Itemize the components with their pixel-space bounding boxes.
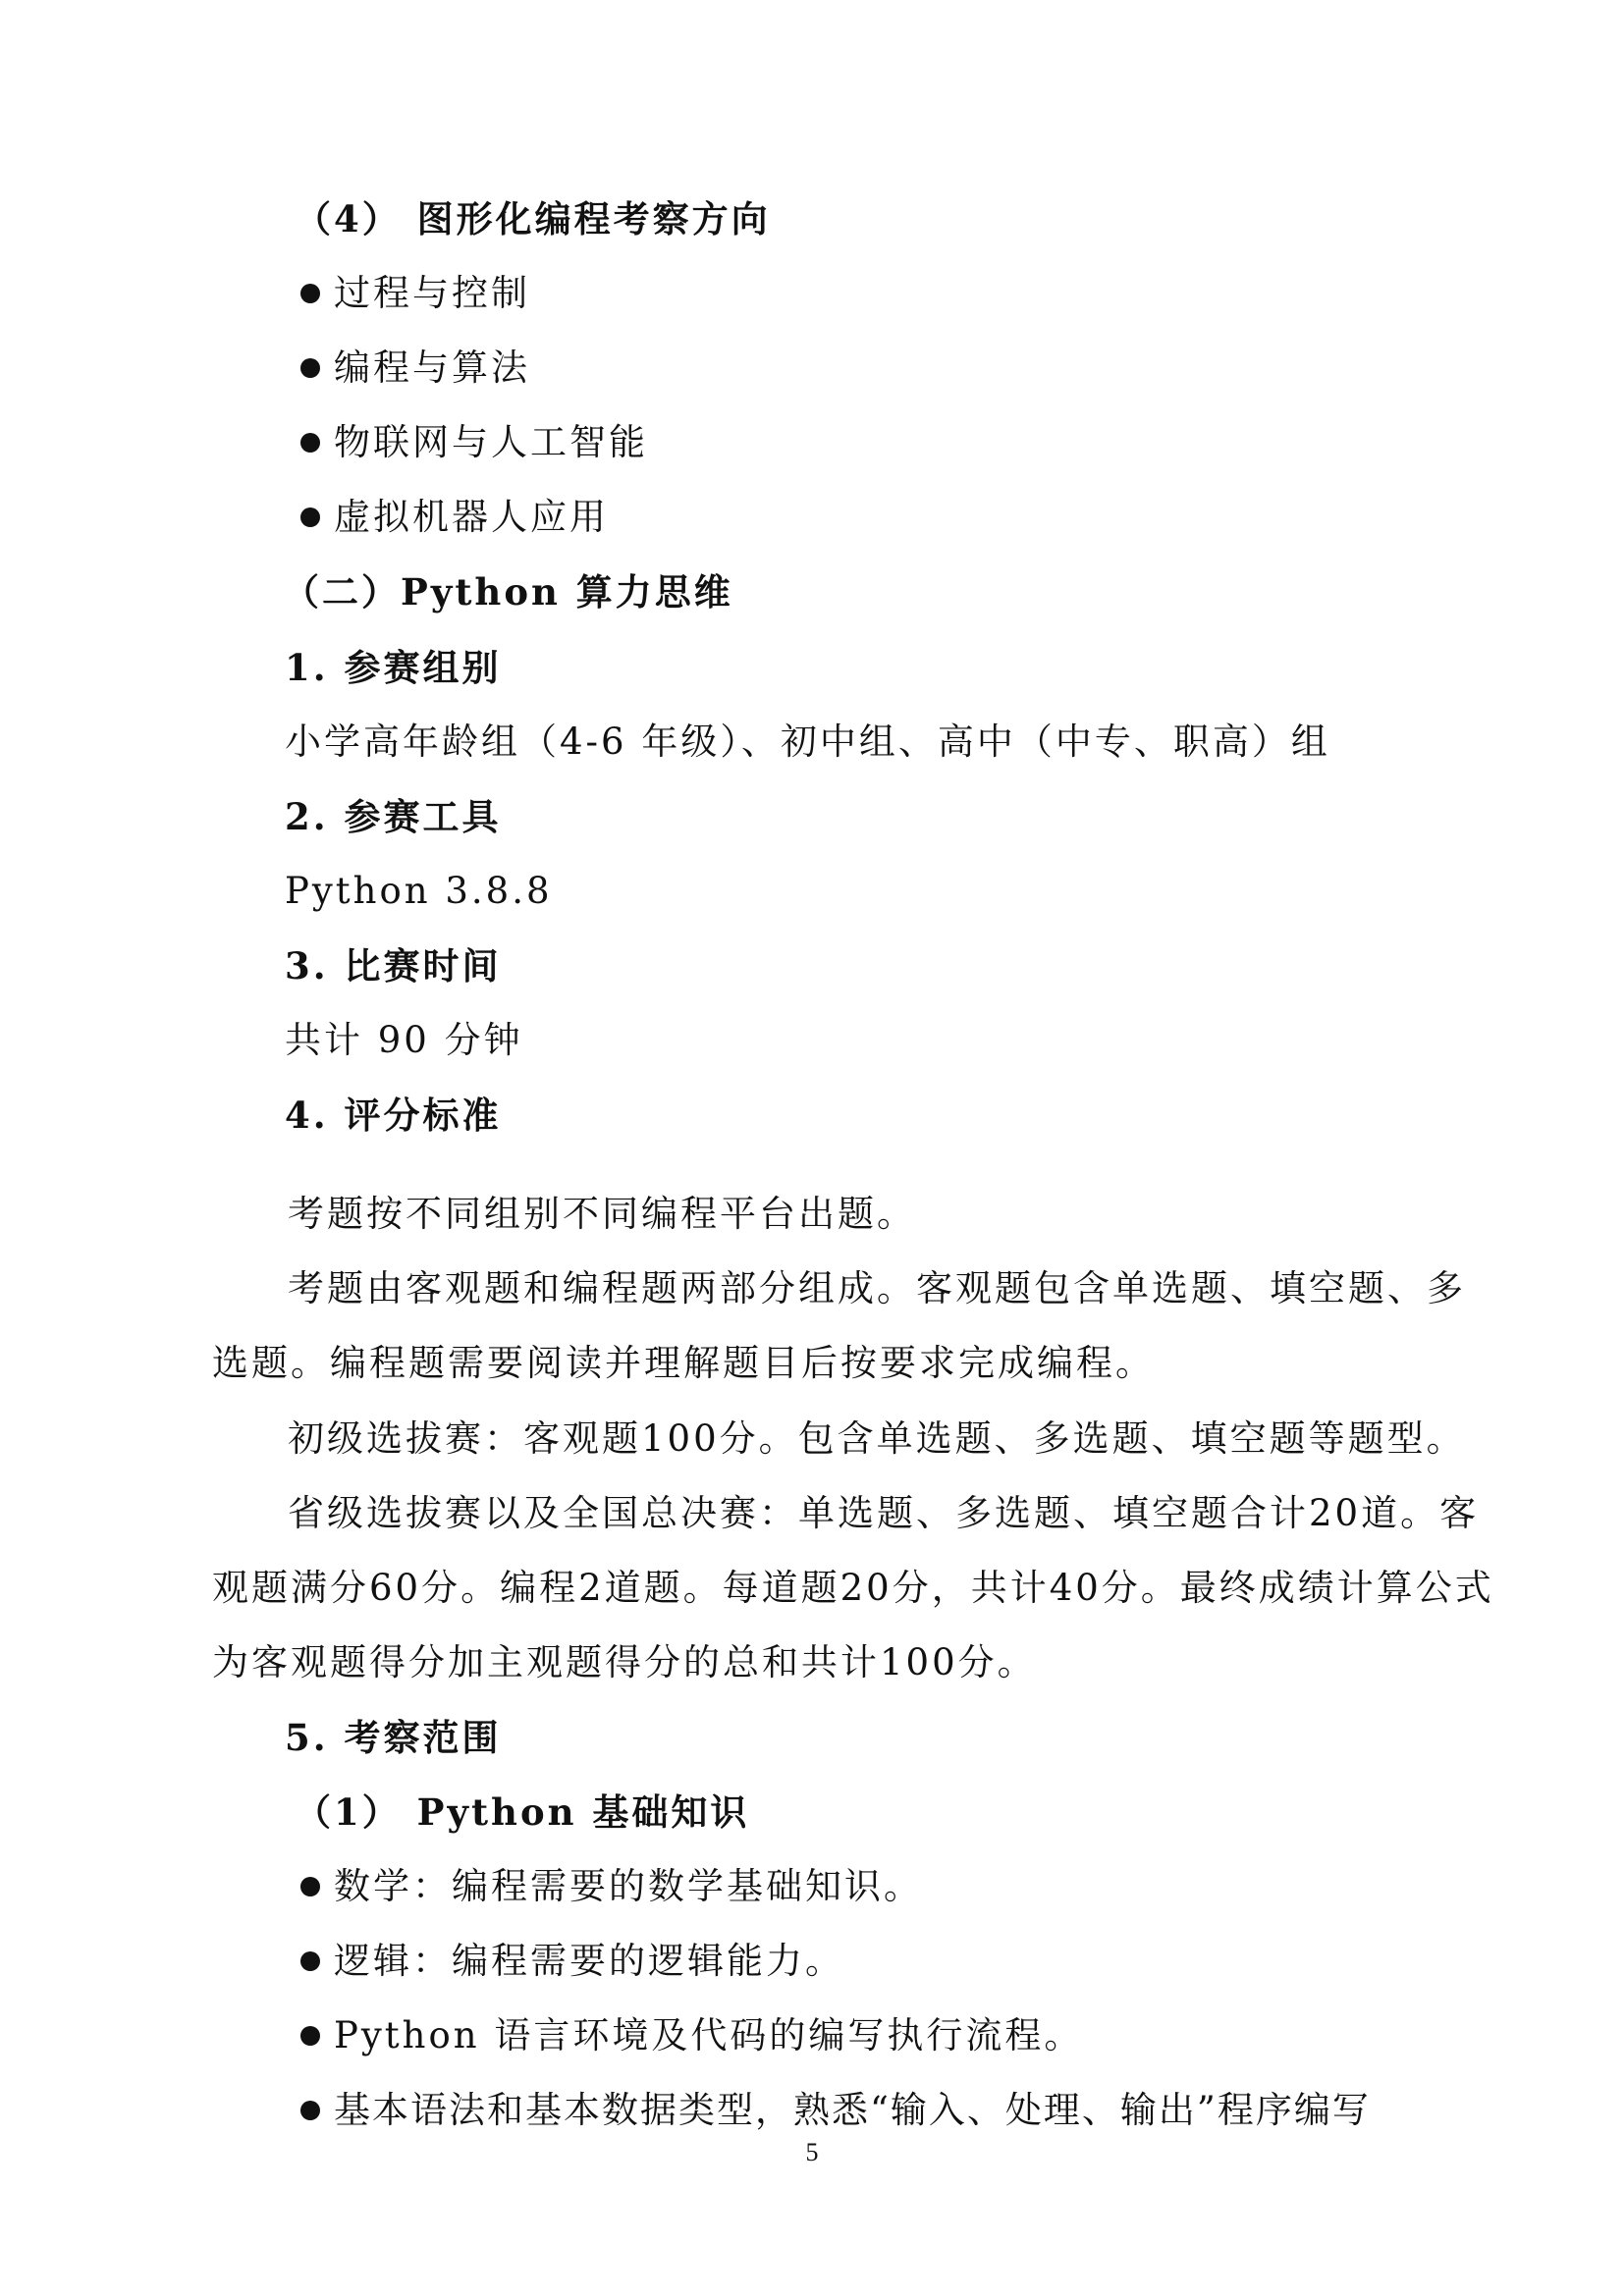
bullet-icon bbox=[300, 2101, 320, 2120]
subsection-heading: （1） Python 基础知识 bbox=[295, 1790, 750, 1834]
paragraph-line: 为客观题得分加主观题得分的总和共计100分。 bbox=[212, 1641, 1037, 1683]
bullet-icon bbox=[300, 284, 320, 303]
item-heading: 1. 参赛组别 bbox=[285, 646, 502, 689]
bullet-icon bbox=[300, 1877, 320, 1896]
item-heading: 5. 考察范围 bbox=[285, 1716, 502, 1759]
bullet-text: Python 语言环境及代码的编写执行流程。 bbox=[334, 2014, 1084, 2056]
bullet-text: 过程与控制 bbox=[334, 272, 530, 314]
bullet-text: 基本语法和基本数据类型，熟悉“输入、处理、输出”程序编写 bbox=[334, 2089, 1371, 2131]
bullet-text: 数学：编程需要的数学基础知识。 bbox=[334, 1865, 923, 1907]
bullet-icon bbox=[300, 2026, 320, 2046]
bullet-item bbox=[300, 1938, 844, 1985]
section-heading: （二）Python 算力思维 bbox=[283, 570, 733, 614]
body-text: Python 3.8.8 bbox=[285, 870, 553, 912]
bullet-text: 编程与算法 bbox=[334, 347, 530, 389]
bullet-text: 虚拟机器人应用 bbox=[334, 496, 609, 538]
paragraph-line: 初级选拔赛：客观题100分。包含单选题、多选题、填空题等题型。 bbox=[288, 1417, 1466, 1460]
subsection-heading: （4） 图形化编程考察方向 bbox=[295, 197, 771, 240]
item-heading: 3. 比赛时间 bbox=[285, 944, 502, 988]
item-heading: 4. 评分标准 bbox=[285, 1094, 502, 1137]
bullet-item bbox=[300, 1863, 923, 1910]
paragraph-line: 考题由客观题和编程题两部分组成。客观题包含单选题、填空题、多 bbox=[288, 1267, 1466, 1309]
paragraph-line: 选题。编程题需要阅读并理解题目后按要求完成编程。 bbox=[212, 1342, 1155, 1384]
bullet-item bbox=[300, 419, 648, 466]
bullet-item bbox=[300, 345, 530, 392]
bullet-icon bbox=[300, 1951, 320, 1971]
bullet-item bbox=[300, 494, 609, 541]
bullet-icon bbox=[300, 358, 320, 378]
paragraph-line: 考题按不同组别不同编程平台出题。 bbox=[288, 1193, 916, 1235]
paragraph-line: 观题满分60分。编程2道题。每道题20分，共计40分。最终成绩计算公式 bbox=[212, 1567, 1494, 1609]
paragraph-line: 省级选拔赛以及全国总决赛：单选题、多选题、填空题合计20道。客 bbox=[288, 1492, 1480, 1534]
bullet-text: 物联网与人工智能 bbox=[334, 421, 648, 463]
bullet-item bbox=[300, 2012, 1083, 2059]
body-text: 共计 90 分钟 bbox=[285, 1019, 523, 1061]
item-heading: 2. 参赛工具 bbox=[285, 795, 502, 838]
bullet-item bbox=[300, 270, 530, 317]
page-number: 5 bbox=[805, 2138, 819, 2166]
body-text: 小学高年龄组（4-6 年级）、初中组、高中（中专、职高）组 bbox=[285, 721, 1330, 763]
bullet-icon bbox=[300, 433, 320, 453]
bullet-icon bbox=[300, 507, 320, 527]
bullet-item bbox=[300, 2087, 1371, 2134]
bullet-text: 逻辑：编程需要的逻辑能力。 bbox=[334, 1940, 844, 1982]
